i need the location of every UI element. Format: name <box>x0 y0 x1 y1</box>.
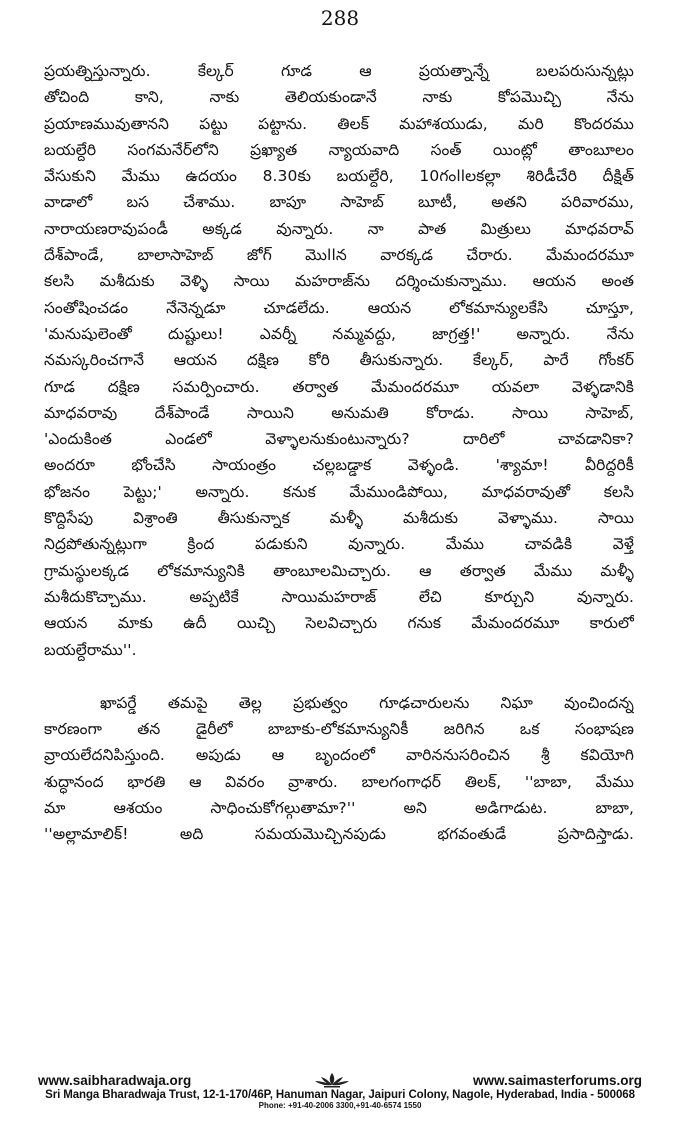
page-footer <box>38 1072 642 1110</box>
lotus-emblem-icon <box>312 1072 352 1088</box>
footer-right-url[interactable]: www.saimasterforums.org <box>472 1072 642 1088</box>
text-line: బయల్దేరి సంగమనేర్‌లోని ప్రఖ్యాత న్యాయవాది సంత్ యింట్లో తాంబూలం <box>44 140 634 159</box>
footer-phone: Phone: +91-40-2006 3300,+91-40-6574 1550 <box>258 1101 422 1110</box>
paragraph-gap <box>44 663 634 690</box>
text-line: తోచింది కాని, నాకు తెలియకుండానే నాకు కోపమొచ్చి నేను <box>44 88 634 107</box>
text-line: నిద్రపోతున్నట్లుగా క్రింద పడుకుని వున్నారు. మేము చావడికి వెళ్తే <box>44 535 634 554</box>
text-line: కలసి మశీదుకు వెళ్ళి సాయి మహరాజ్‌ను దర్శించుకున్నాము. ఆయన అంత <box>44 272 634 291</box>
paragraph-1 <box>44 58 634 663</box>
text-line-indented: ఖాపర్డే తమపై తెల్ల ప్రభుత్వం గూఢచారులను నిఘా వుంచిందన్న <box>100 693 634 712</box>
text-line: సంతోషించడం నేనెన్నడూ చూడలేదు. ఆయన లోకమాన్యులకేసి చూస్తూ, <box>44 298 634 317</box>
text-line: కొద్దిసేపు విశ్రాంతి తీసుకున్నాక మళ్ళీ మశీదుకు వెళ్ళాము. సాయి <box>44 509 634 528</box>
page-body <box>44 58 634 848</box>
footer-url-row <box>38 1072 642 1088</box>
footer-left-url[interactable]: www.saibharadwaja.org <box>38 1072 192 1088</box>
text-line: వేసుకుని మేము ఉదయం 8.30కు బయల్దేరి, 10గంllలకల్లా శిరిడీచేరి దీక్షిత్ <box>44 167 634 186</box>
text-line: ''అల్లామాలిక్! అది సమయమొచ్చినపుడు భగవంతుడే ప్రసాదిస్తాడు. <box>44 825 634 844</box>
text-line: గ్రామస్థులక్కడ లోకమాన్యునికి తాంబూలమిచ్చారు. ఆ తర్వాత మేము మళ్ళీ <box>44 561 634 580</box>
text-line-last: బయల్దేరాము''. <box>44 640 137 659</box>
text-line: వాడాలో బస చేశాము. బాపూ సాహెబ్ బూటీ, అతని పరివారము, <box>44 193 634 212</box>
text-line: 'ఎందుకింత ఎండలో వెళ్ళాలనుకుంటున్నారు? దారిలో చావడానికా? <box>44 430 634 449</box>
text-line: ప్రయత్నిస్తున్నారు. కేల్కర్ గూడ ఆ ప్రయత్నాన్నే బలపరుసున్నట్లు <box>44 62 634 80</box>
text-line: మా ఆశయం సాధించుకోగల్గుతామా?'' అని అడిగాడుట. బాబా, <box>44 799 634 818</box>
text-line: ప్రయాణమువుతానని పట్టు పట్టాను. తిలక్ మహాశయుడు, మరి కొందరము <box>44 114 634 133</box>
text-line: మాధవరావు దేశ్‌పాండే సాయిని అనుమతి కోరాడు. సాయి సాహెబ్, <box>44 403 634 422</box>
text-line: శుద్ధానంద భారతి ఆ వివరం వ్రాశారు. బాలగంగాధర్ తిలక్, ''బాబా, మేము <box>44 772 634 791</box>
text-line: మశీదుకొచ్చాము. అప్పటికే సాయిమహరాజ్ లేచి కూర్చుని వున్నారు. <box>44 587 634 606</box>
text-line: గూడ దక్షిణ సమర్పించారు. తర్వాత మేమందరమూ యవలా వెళ్ళడానికి <box>44 377 634 396</box>
text-line: నమస్కరించగానే ఆయన దక్షిణ కోరి తీసుకున్నారు. కేల్కర్, పారే గోంకర్ <box>44 351 634 370</box>
paragraph-2 <box>44 690 634 848</box>
text-line: నారాయణరావుపండీ అక్కడ వున్నారు. నా పాత మిత్రులు మాధవరావ్ <box>44 219 634 238</box>
text-line: కారణంగా తన డైరీలో బాబాకు-లోకమాన్యునికీ జరిగిన ఒక సంభాషణ <box>44 720 634 739</box>
text-line: దేశ్‌పాండే, బాలాసాహెబ్ జోగ్ మొllన వారక్కడ చేరారు. మేమందరమూ <box>44 246 634 265</box>
footer-address: Sri Manga Bharadwaja Trust, 12-1-170/46P, Hanuman Nagar, Jaipuri Colony, Nagole, Hyderabad, India - 500068 <box>45 1089 635 1101</box>
text-line: ఆయన మాకు ఉదీ యిచ్చి సెలవిచ్చారు గనుక మేమందరమూ కారులో <box>44 614 634 633</box>
text-line: అందరూ భోంచేసి సాయంత్రం చల్లబడ్డాక వెళ్ళండి. 'శ్యామా! వీరిద్దరికీ <box>44 456 634 475</box>
text-line: 'మనుషులెంతో దుష్టులు! ఎవర్నీ నమ్మవద్దు, జాగ్రత్త!' అన్నారు. నేను <box>44 324 634 343</box>
text-line: వ్రాయలేదనిపిస్తుంది. అపుడు ఆ బృందంలో వారిననుసరించిన శ్రీ కవియోగి <box>44 746 634 765</box>
page-number: 288 <box>320 6 360 30</box>
text-line: భోజనం పెట్టు;' అన్నారు. కనుక మేముండిపోయి, మాధవరావుతో కలసి <box>44 482 634 501</box>
